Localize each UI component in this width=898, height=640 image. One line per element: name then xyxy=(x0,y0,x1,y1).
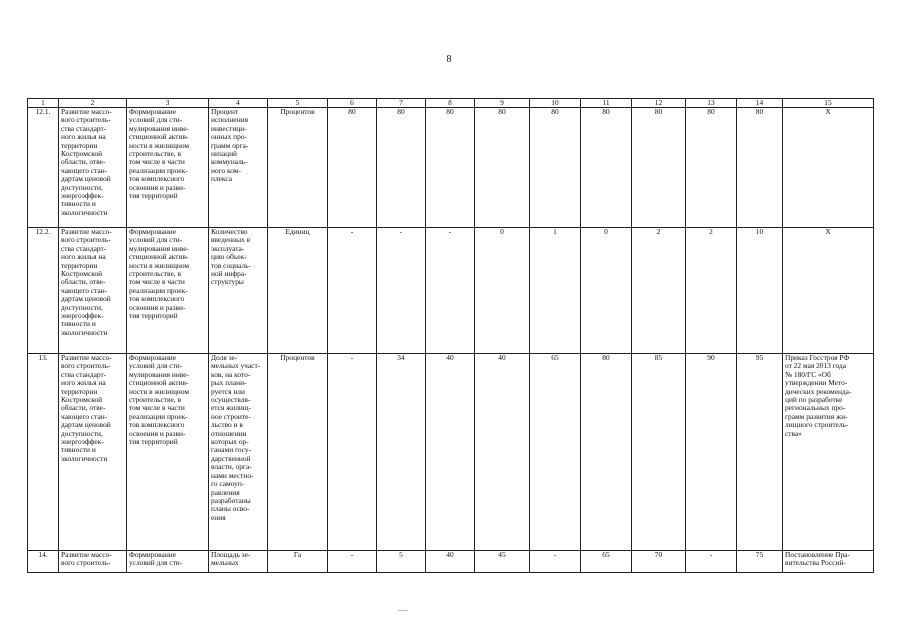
row-number: 12.1. xyxy=(28,108,59,228)
task-cell: Формирование условий для сти- xyxy=(127,551,209,573)
indicator-cell: Процент исполнения инвестици- онных про- грамм орга- низаций коммуналь- ного ком- плекса xyxy=(209,108,268,228)
header-cell-9: 9 xyxy=(475,99,530,108)
goal-cell: Развитие массо- вого строитель- ства стандарт- ного жилья на территории Костромской области, отве- чающего стан- дартам ценовой доступности, энергоэффек- тивности и экологичности xyxy=(59,228,127,354)
header-cell-12: 12 xyxy=(632,99,686,108)
value-cell-10: 80 xyxy=(530,108,581,228)
indicator-cell: Площадь зе- мельных xyxy=(209,551,268,573)
header-cell-5: 5 xyxy=(268,99,328,108)
table-row xyxy=(28,354,874,551)
value-cell-11: 80 xyxy=(581,354,632,551)
row-number: 13. xyxy=(28,354,59,551)
value-cell-14: 80 xyxy=(737,108,783,228)
table-row xyxy=(28,551,874,573)
value-cell-13: 90 xyxy=(686,354,737,551)
value-cell-6: - xyxy=(328,228,377,354)
task-cell: Формирование условий для сти- мулирования инве- стиционной актив- ности в жилищном строительстве, в том числе в части реализации проек- тов комплексного освоения и разви- тия территорий xyxy=(127,108,209,228)
task-cell: Формирование условий для сти- мулирования инве- стиционной актив- ности в жилищном строительстве, в том числе в части реализации проек- тов комплексного освоения и разви- тия территорий xyxy=(127,228,209,354)
header-cell-4: 4 xyxy=(209,99,268,108)
scan-artifact xyxy=(398,610,408,611)
value-cell-12: 70 xyxy=(632,551,686,573)
unit-cell: Единиц xyxy=(268,228,328,354)
value-cell-10: 65 xyxy=(530,354,581,551)
source-cell: Х xyxy=(783,228,874,354)
header-cell-1: 1 xyxy=(28,99,59,108)
source-cell: Х xyxy=(783,108,874,228)
value-cell-9: 40 xyxy=(475,354,530,551)
value-cell-6: 80 xyxy=(328,108,377,228)
value-cell-9: 80 xyxy=(475,108,530,228)
value-cell-14: 95 xyxy=(737,354,783,551)
indicator-cell: Количество введенных в эксплуата- цию объек- тов социаль- ной инфра- структуры xyxy=(209,228,268,354)
header-cell-8: 8 xyxy=(426,99,475,108)
value-cell-13: - xyxy=(686,551,737,573)
value-cell-12: 80 xyxy=(632,108,686,228)
value-cell-8: 40 xyxy=(426,354,475,551)
value-cell-12: 85 xyxy=(632,354,686,551)
header-cell-6: 6 xyxy=(328,99,377,108)
value-cell-8: 80 xyxy=(426,108,475,228)
value-cell-10: 1 xyxy=(530,228,581,354)
header-cell-13: 13 xyxy=(686,99,737,108)
value-cell-7: 5 xyxy=(377,551,426,573)
value-cell-11: 65 xyxy=(581,551,632,573)
unit-cell: Процентов xyxy=(268,108,328,228)
value-cell-11: 0 xyxy=(581,228,632,354)
page-number: 8 xyxy=(446,54,452,65)
value-cell-8: - xyxy=(426,228,475,354)
table-row xyxy=(28,108,874,228)
task-cell: Формирование условий для сти- мулирования инве- стиционной актив- ности в жилищном строительстве, в том числе в части реализации проек- тов комплексного освоения и разви- тия территорий xyxy=(127,354,209,551)
value-cell-10: - xyxy=(530,551,581,573)
source-cell: Приказ Госстроя РФ от 22 мая 2013 года № 180/ГС «Об утверждении Мето- дических рекоменда- ций по разработке региональных про- грамм развития жи- лищного строитель- ства» xyxy=(783,354,874,551)
value-cell-7: 80 xyxy=(377,108,426,228)
header-cell-2: 2 xyxy=(59,99,127,108)
indicators-table xyxy=(27,98,874,573)
header-cell-11: 11 xyxy=(581,99,632,108)
value-cell-6: - xyxy=(328,354,377,551)
value-cell-13: 80 xyxy=(686,108,737,228)
source-cell: Постановление Пра- вительства Россий- xyxy=(783,551,874,573)
value-cell-7: 34 xyxy=(377,354,426,551)
indicator-cell: Доля зе- мельных участ- ков, на кото- рых плани- руется или осуществля- ется жилищ- ное строите- льство и в отношении которых ор- ганами госу- дарственной власти, орга- нами местно- го самоуп- равления разработаны планы осво- ения xyxy=(209,354,268,551)
value-cell-12: 2 xyxy=(632,228,686,354)
value-cell-7: - xyxy=(377,228,426,354)
header-cell-7: 7 xyxy=(377,99,426,108)
value-cell-14: 10 xyxy=(737,228,783,354)
header-cell-3: 3 xyxy=(127,99,209,108)
value-cell-9: 45 xyxy=(475,551,530,573)
table-row xyxy=(28,228,874,354)
value-cell-9: 0 xyxy=(475,228,530,354)
goal-cell: Развитие массо- вого строитель- ства стандарт- ного жилья на территории Костромской области, отве- чающего стан- дартам ценовой доступности, энергоэффек- тивности и экологичности xyxy=(59,354,127,551)
value-cell-11: 80 xyxy=(581,108,632,228)
goal-cell: Развитие массо- вого строитель- xyxy=(59,551,127,573)
row-number: 12.2. xyxy=(28,228,59,354)
unit-cell: Га xyxy=(268,551,328,573)
unit-cell: Процентов xyxy=(268,354,328,551)
header-cell-15: 15 xyxy=(783,99,874,108)
header-cell-10: 10 xyxy=(530,99,581,108)
goal-cell: Развитие массо- вого строитель- ства стандарт- ного жилья на территории Костромской области, отве- чающего стан- дартам ценовой доступности, энергоэффек- тивности и экологичности xyxy=(59,108,127,228)
value-cell-13: 2 xyxy=(686,228,737,354)
value-cell-8: 40 xyxy=(426,551,475,573)
table-header-row xyxy=(28,99,874,108)
value-cell-6: - xyxy=(328,551,377,573)
value-cell-14: 75 xyxy=(737,551,783,573)
row-number: 14. xyxy=(28,551,59,573)
header-cell-14: 14 xyxy=(737,99,783,108)
